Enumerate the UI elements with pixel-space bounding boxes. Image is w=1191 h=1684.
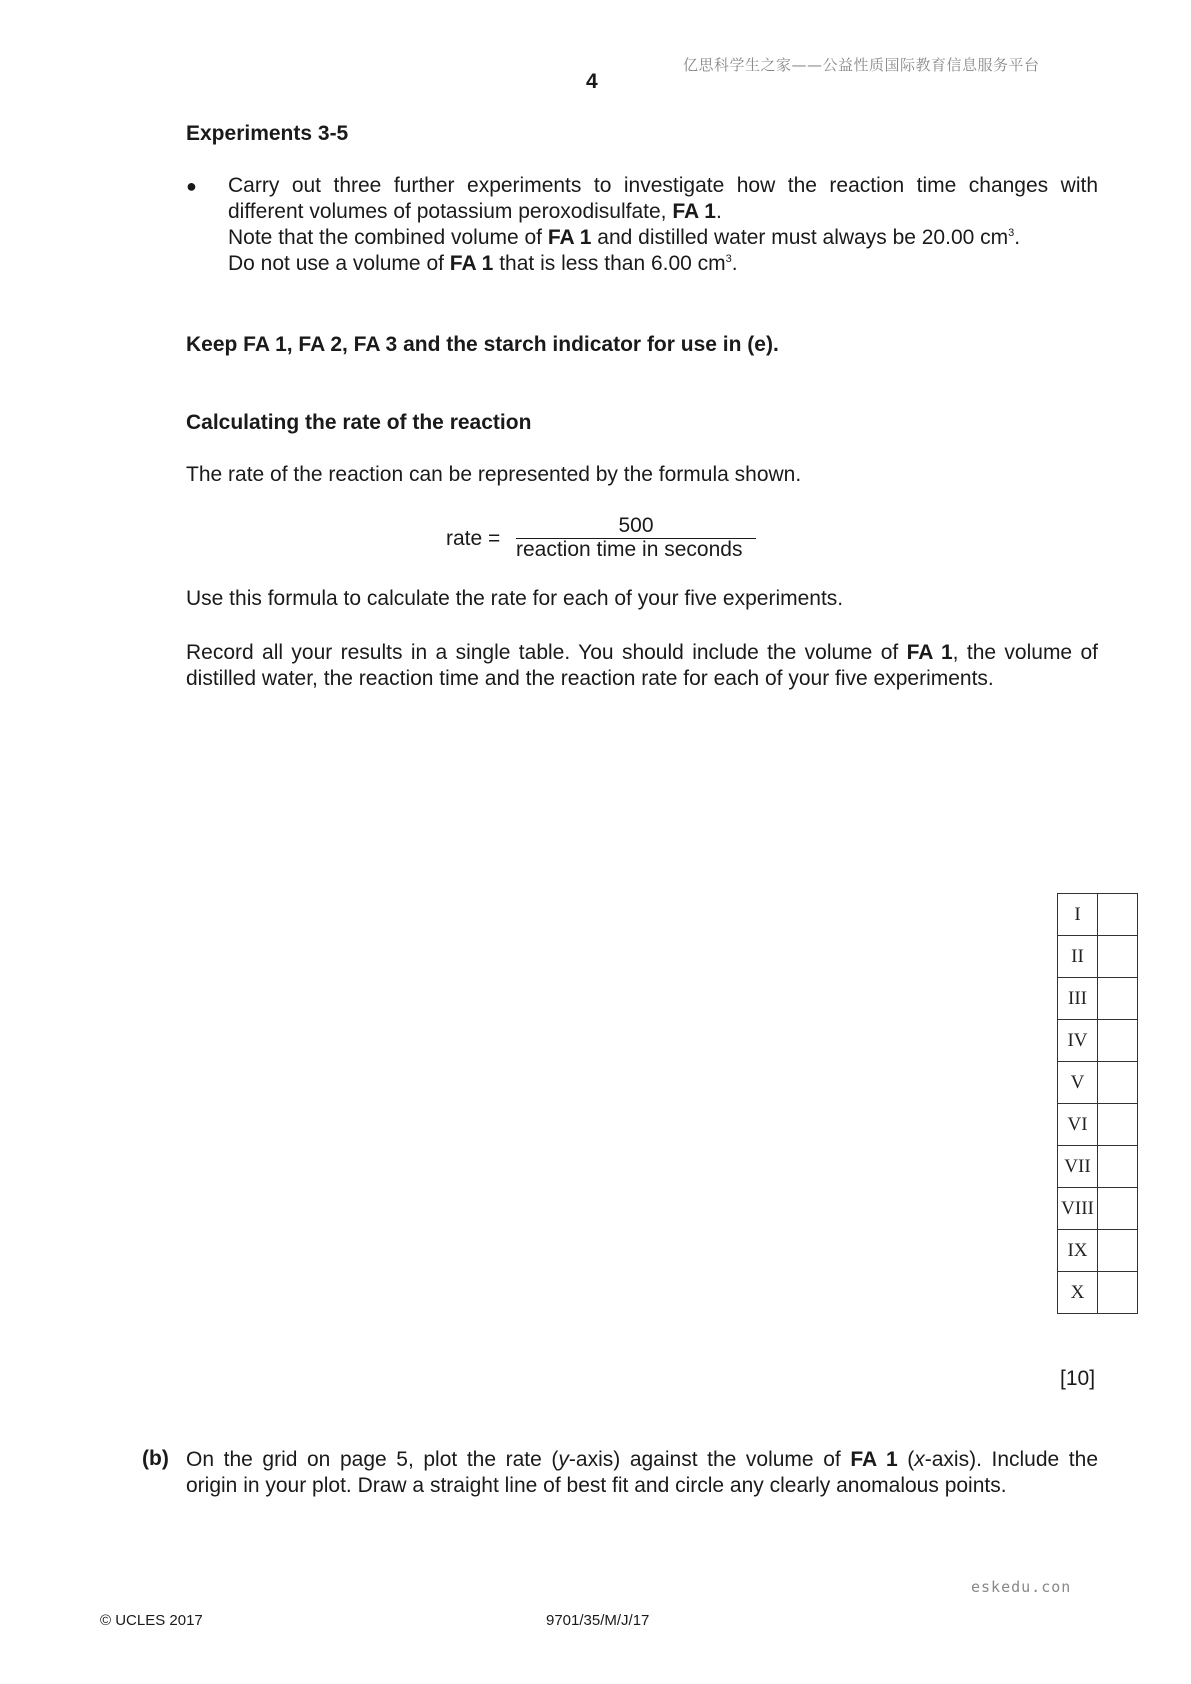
marks-grid-box — [1098, 894, 1138, 936]
rate-heading: Calculating the rate of the reaction — [186, 411, 532, 434]
use-formula-text: Use this formula to calculate the rate for each of your five experiments. — [186, 587, 844, 610]
instruction-line-1: Carry out three further experiments to investigate how the reaction time changes with — [228, 174, 1098, 197]
marks-grid-box — [1098, 978, 1138, 1020]
marks-grid-row — [1058, 936, 1138, 978]
keep-note: Keep FA 1, FA 2, FA 3 and the starch indicator for use in (e). — [186, 333, 779, 356]
marks-grid-label: V — [1058, 1062, 1098, 1104]
marks-grid-label: VII — [1058, 1146, 1098, 1188]
marks-grid-label: II — [1058, 936, 1098, 978]
marks-grid-box — [1098, 1020, 1138, 1062]
marks-grid-box — [1098, 1188, 1138, 1230]
part-b-label: (b) — [142, 1447, 169, 1470]
footer-watermark: eskedu.con — [971, 1578, 1072, 1596]
marks-grid-box — [1098, 1146, 1138, 1188]
marks-grid-label: I — [1058, 894, 1098, 936]
marks-grid-row — [1058, 978, 1138, 1020]
instruction-line-3: Note that the combined volume of FA 1 and distilled water must always be 20.00 $cm^3$. — [228, 226, 1021, 249]
record-results-text: Record all your results in a single table. You should include the volume of FA 1, the volume of distilled water, the reaction time and the reaction rate for each of your five experiments. — [186, 641, 1098, 690]
marks-grid-label: IV — [1058, 1020, 1098, 1062]
marks-grid-box — [1098, 1104, 1138, 1146]
experiments-heading: Experiments 3-5 — [186, 122, 349, 145]
marks-grid-row — [1058, 1272, 1138, 1314]
marks-grid-row — [1058, 1104, 1138, 1146]
part-b-text: On the grid on page 5, plot the rate (y-axis) against the volume of FA 1 (x-axis). Include the origin in your plot. Draw a straight line of best fit and circle any clearly anomalous points. — [186, 1448, 1098, 1497]
formula-numerator: 500 — [618, 514, 654, 537]
footer-copyright: © UCLES 2017 — [100, 1612, 203, 1629]
marks-grid-row — [1058, 1188, 1138, 1230]
experiments-instructions — [228, 173, 1098, 277]
marks-grid-row — [1058, 1020, 1138, 1062]
marks-grid — [1057, 893, 1138, 1314]
rate-intro: The rate of the reaction can be represented by the formula shown. — [186, 463, 802, 486]
marks-grid-row — [1058, 1062, 1138, 1104]
marks-grid-box — [1098, 1272, 1138, 1314]
marks-grid-row — [1058, 1146, 1138, 1188]
header-watermark: 亿思科学生之家——公益性质国际教育信息服务平台 — [683, 56, 1040, 74]
marks-grid-box — [1098, 1230, 1138, 1272]
instruction-line-2: different volumes of potassium peroxodisulfate, FA 1. — [228, 200, 722, 223]
bullet-icon: ● — [186, 176, 197, 196]
footer-code: 9701/35/M/J/17 — [546, 1612, 650, 1629]
marks-grid-box — [1098, 1062, 1138, 1104]
marks-grid-label: X — [1058, 1272, 1098, 1314]
marks-grid-label: IX — [1058, 1230, 1098, 1272]
marks-grid-label: VIII — [1058, 1188, 1098, 1230]
instruction-line-4: Do not use a volume of FA 1 that is less than 6.00 $cm^3$. — [228, 252, 738, 275]
marks-grid-row — [1058, 1230, 1138, 1272]
page-number: 4 — [586, 70, 598, 93]
marks-grid-label: VI — [1058, 1104, 1098, 1146]
formula-label: rate = — [446, 527, 501, 550]
marks-grid-label: III — [1058, 978, 1098, 1020]
formula-denominator: reaction time in seconds — [516, 538, 743, 561]
total-marks: [10] — [1060, 1367, 1096, 1390]
marks-grid-box — [1098, 936, 1138, 978]
marks-grid-row — [1058, 894, 1138, 936]
